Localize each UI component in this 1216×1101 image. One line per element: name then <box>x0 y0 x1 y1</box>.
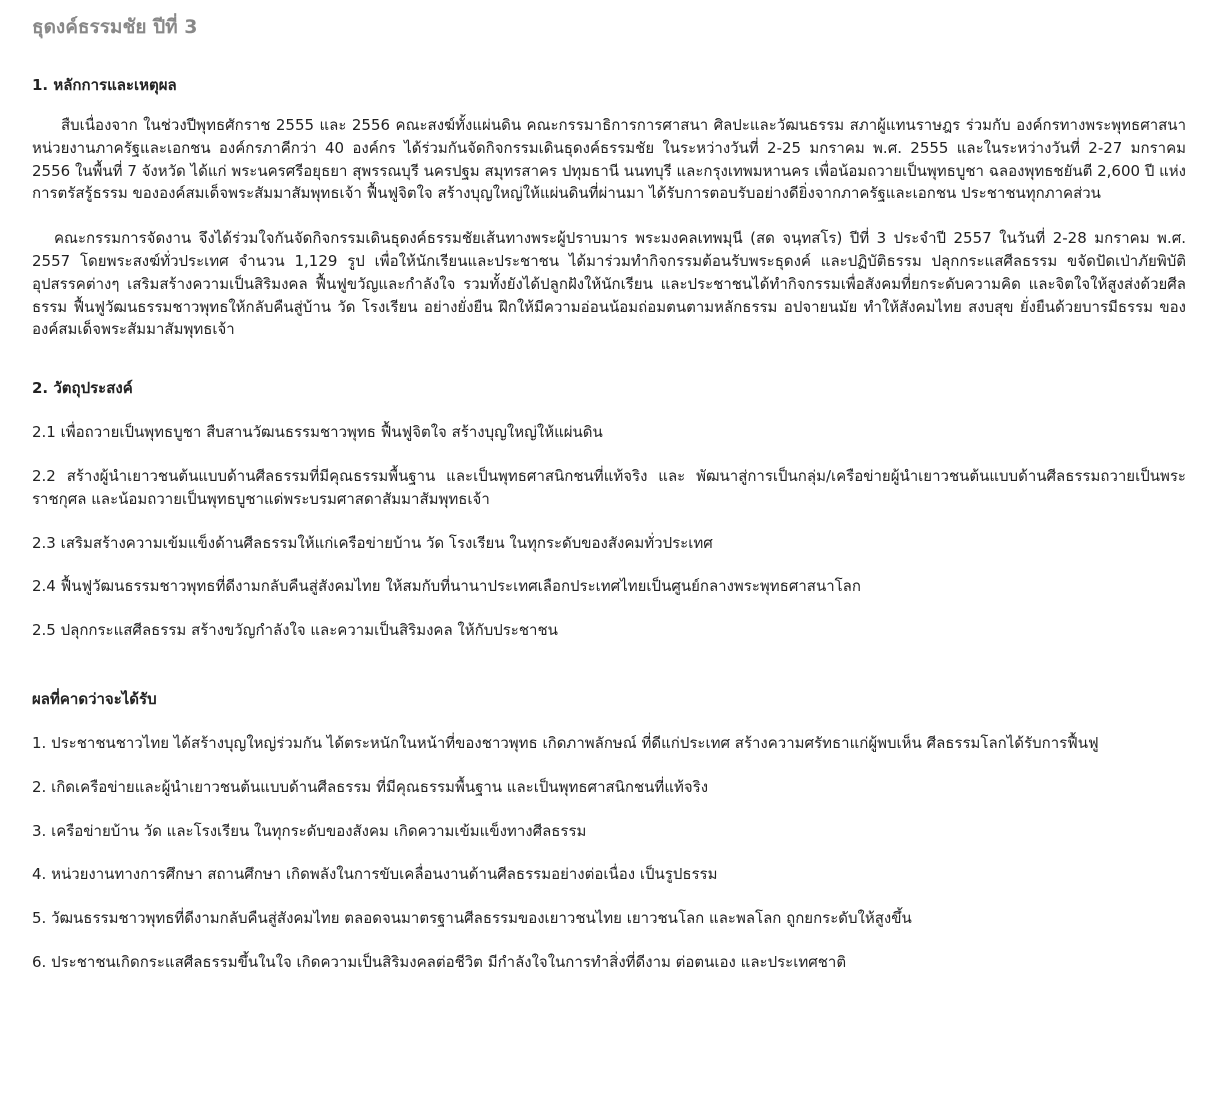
expected-result-item: 3. เครือข่ายบ้าน วัด และโรงเรียน ในทุกระดับของสังคม เกิดความเข้มแข็งทางศีลธรรม <box>32 821 587 840</box>
section-heading-principles: 1. หลักการและเหตุผล <box>32 76 177 94</box>
section-heading-expected-results: ผลที่คาดว่าจะได้รับ <box>32 689 157 708</box>
expected-result-item: 5. วัฒนธรรมชาวพุทธที่ดีงามกลับคืนสู่สังคมไทย ตลอดจนมาตรฐานศีลธรรมของเยาวชนไทย เยาวชนโลก และพลโลก ถูกยกระดับให้สูงขึ้น <box>32 909 912 928</box>
objective-item: 2.2 สร้างผู้นำเยาวชนต้นแบบด้านศีลธรรมที่มีคุณธรรมพื้นฐาน และเป็นพุทธศาสนิกชนที่แท้จริง และ พัฒนาสู่การเป็นกลุ่ม/เครือข่ายผู้นำเยาวชนต้นแบบด้านศีลธรรมถวายเป็นพระราชกุศล และน้อมถวายเป็นพุทธบูชาแด่พระบรมศาสดาสัมมาสัมพุทธเจ้า <box>32 466 1186 508</box>
expected-result-item: 6. ประชาชนเกิดกระแสศีลธรรมขึ้นในใจ เกิดความเป็นสิริมงคลต่อชีวิต มีกำลังใจในการทำสิ่งที่ดีงาม ต่อตนเอง และประเทศชาติ <box>32 952 847 971</box>
principles-paragraph: สืบเนื่องจาก ในช่วงปีพุทธศักราช 2555 และ 2556 คณะสงฆ์ทั้งแผ่นดิน คณะกรรมาธิการการศาสนา ศิลปะและวัฒนธรรม สภาผู้แทนราษฎร ร่วมกับ องค์กรทางพระพุทธศาสนา หน่วยงานภาครัฐและเอกชน องค์กรภาคีกว่า 40 องค์กร ได้ร่วมกันจัดกิจกรรมเดินธุดงค์ธรรมชัย ในระหว่างวันที่ 2-25 มกราคม พ.ศ. 2555 และในระหว่างวันที่ 2-27 มกราคม 2556 ในพื้นที่ 7 จังหวัด ได้แก่ พระนครศรีอยุธยา สุพรรณบุรี นครปฐม สมุทรสาคร ปทุมธานี นนทบุรี และกรุงเทพมหานคร เพื่อน้อมถวายเป็นพุทธบูชา ฉลองพุทธชยันตี 2,600 ปี แห่งการตรัสรู้ธรรม ขององค์สมเด็จพระสัมมาสัมพุทธเจ้า ฟื้นฟูจิตใจ สร้างบุญใหญ่ให้แผ่นดินที่ผ่านมา ได้รับการตอบรับอย่างดียิ่งจากภาครัฐและเอกชน ประชาชนทุกภาคส่วน <box>32 116 1186 203</box>
expected-result-item: 1. ประชาชนชาวไทย ได้สร้างบุญใหญ่ร่วมกัน ได้ตระหนักในหน้าที่ของชาวพุทธ เกิดภาพลักษณ์ ที่ดีแก่ประเทศ สร้างความศรัทธาแก่ผู้พบเห็น ศีลธรรมโลกได้รับการฟื้นฟู <box>32 733 1099 752</box>
principles-paragraph: คณะกรรมการจัดงาน จึงได้ร่วมใจกันจัดกิจกรรมเดินธุดงค์ธรรมชัยเส้นทางพระผู้ปราบมาร พระมงคลเทพมุนี (สด จนฺทสโร) ปีที่ 3 ประจำปี 2557 ในวันที่ 2-28 มกราคม พ.ศ. 2557 โดยพระสงฆ์ทั่วประเทศ จำนวน 1,129 รูป เพื่อให้นักเรียนและประชาชน ได้มาร่วมทำกิจกรรมต้อนรับพระธุดงค์ และปฏิบัติธรรม ปลุกกระแสศีลธรรม ขจัดปัดเป่าภัยพิบัติ อุปสรรคต่างๆ เสริมสร้างความเป็นสิริมงคล ฟื้นฟูขวัญและกำลังใจ รวมทั้งยังได้ปลูกฝังให้นักเรียน และประชาชนได้ทำกิจกรรมเพื่อสังคมที่ยกระดับความคิด และจิตใจให้สูงส่งด้วยศีลธรรม ฟื้นฟูวัฒนธรรมชาวพุทธให้กลับคืนสู่บ้าน วัด โรงเรียน อย่างยั่งยืน ฝึกให้มีความอ่อนน้อมถ่อมตนตามหลักธรรม อปจายนมัย ทำให้สังคมไทย สงบสุข ยั่งยืนด้วยบารมีธรรม ขององค์สมเด็จพระสัมมาสัมพุทธเจ้า <box>32 229 1186 339</box>
objective-item: 2.3 เสริมสร้างความเข้มแข็งด้านศีลธรรมให้แก่เครือข่ายบ้าน วัด โรงเรียน ในทุกระดับของสังคมทั่วประเทศ <box>32 533 713 552</box>
expected-results-list <box>32 732 1186 974</box>
objective-item: 2.5 ปลุกกระแสศีลธรรม สร้างขวัญกำลังใจ และความเป็นสิริมงคล ให้กับประชาชน <box>32 621 558 640</box>
expected-result-item: 4. หน่วยงานทางการศึกษา สถานศึกษา เกิดพลังในการขับเคลื่อนงานด้านศีลธรรมอย่างต่อเนื่อง เป็นรูปธรรม <box>32 865 718 884</box>
objectives-list <box>32 421 1186 642</box>
section-heading-objectives: 2. วัตถุประสงค์ <box>32 379 133 398</box>
document-title: ธุดงค์ธรรมชัย ปีที่ 3 <box>32 16 198 38</box>
objective-item: 2.4 ฟื้นฟูวัฒนธรรมชาวพุทธที่ดีงามกลับคืนสู่สังคมไทย ให้สมกับที่นานาประเทศเลือกประเทศไทยเป็นศูนย์กลางพระพุทธศาสนาโลก <box>32 577 861 596</box>
expected-result-item: 2. เกิดเครือข่ายและผู้นำเยาวชนต้นแบบด้านศีลธรรม ที่มีคุณธรรมพื้นฐาน และเป็นพุทธศาสนิกชนที่แท้จริง <box>32 777 709 796</box>
objective-item: 2.1 เพื่อถวายเป็นพุทธบูชา สืบสานวัฒนธรรมชาวพุทธ ฟื้นฟูจิตใจ สร้างบุญใหญ่ให้แผ่นดิน <box>32 423 603 442</box>
